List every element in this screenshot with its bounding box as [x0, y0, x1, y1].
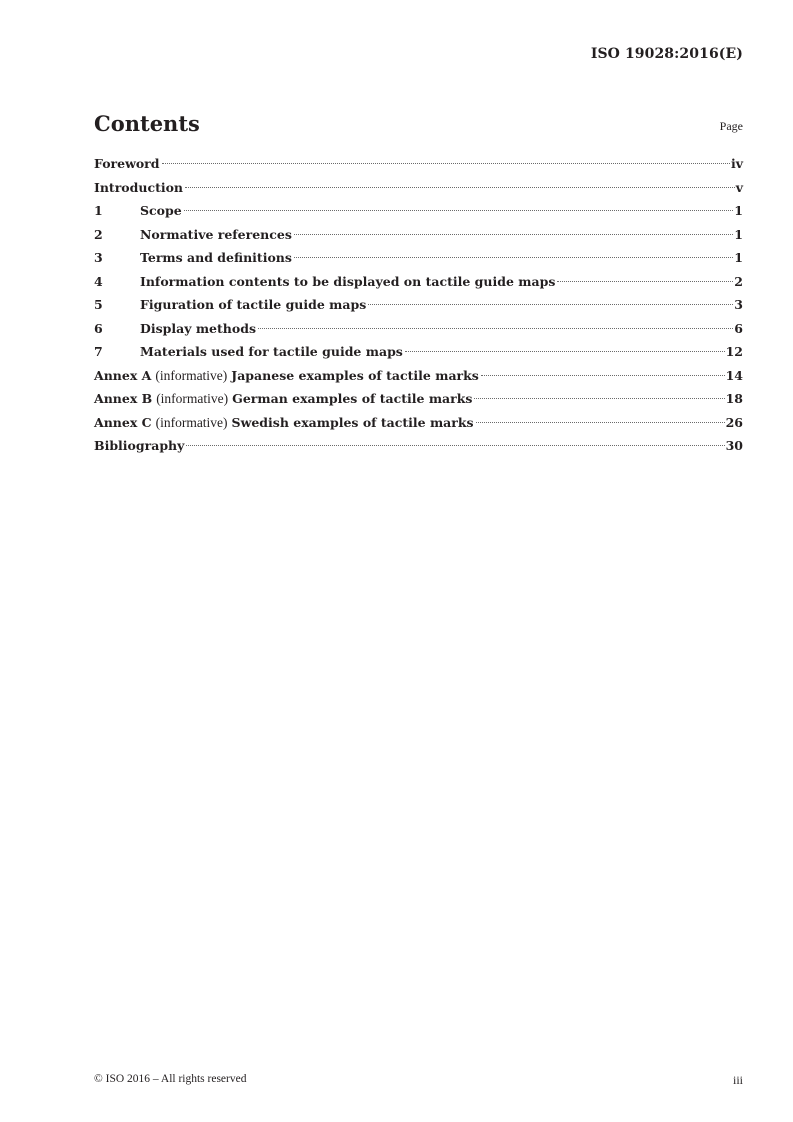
dot-leader [184, 210, 734, 211]
annex-label: Annex B [94, 391, 153, 406]
toc-entry-title: Bibliography [94, 438, 185, 453]
table-of-contents [94, 152, 743, 458]
toc-entry-page: 1 [734, 250, 743, 265]
dot-leader [258, 328, 733, 329]
toc-entry-title: Figuration of tactile guide maps [140, 297, 367, 312]
toc-entry-number: 5 [94, 297, 103, 312]
annex-qualifier: (informative) [155, 414, 228, 430]
toc-entry-introduction[interactable] [94, 176, 743, 200]
dot-leader [294, 257, 733, 258]
toc-entry-title: Scope [140, 203, 182, 218]
toc-entry-materials[interactable] [94, 340, 743, 364]
toc-entry-page: v [735, 179, 743, 195]
copyright-notice: © ISO 2016 – All rights reserved [94, 1073, 247, 1085]
toc-entry-page: 3 [734, 297, 743, 312]
document-id: ISO 19028:2016(E) [590, 46, 743, 62]
toc-entry-terms-and-definitions[interactable] [94, 246, 743, 270]
toc-entry-normative-references[interactable] [94, 223, 743, 247]
toc-entry-page: 26 [725, 414, 743, 430]
dot-leader [481, 375, 725, 376]
toc-entry-number: 6 [94, 320, 103, 336]
dot-leader [405, 351, 725, 352]
toc-entry-page: 14 [725, 367, 743, 383]
dot-leader [294, 234, 733, 235]
toc-entry-title: Annex B (informative) German examples of tactile marks [94, 391, 473, 406]
toc-entry-foreword[interactable] [94, 152, 743, 176]
toc-entry-title: Annex C (informative) Swedish examples of tactile marks [94, 414, 474, 430]
toc-entry-page: 1 [734, 203, 743, 218]
toc-entry-number: 7 [94, 344, 103, 359]
toc-entry-annex-b[interactable] [94, 387, 743, 411]
toc-entry-number: 3 [94, 250, 103, 265]
toc-entry-title: Normative references [140, 226, 292, 242]
dot-leader [185, 187, 735, 188]
dot-leader [368, 304, 733, 305]
toc-entry-title: Terms and definitions [140, 250, 292, 265]
toc-entry-page: 1 [734, 226, 743, 242]
toc-entry-figuration[interactable] [94, 293, 743, 317]
toc-entry-page: iv [730, 156, 743, 171]
dot-leader [186, 445, 724, 446]
toc-entry-annex-a[interactable] [94, 364, 743, 388]
dot-leader [557, 281, 733, 282]
toc-entry-annex-c[interactable] [94, 411, 743, 435]
toc-entry-number: 1 [94, 203, 103, 218]
toc-entry-title: Foreword [94, 156, 160, 171]
annex-label: Annex A [94, 367, 152, 383]
toc-entry-page: 30 [725, 438, 743, 453]
annex-qualifier: (informative) [156, 391, 229, 406]
toc-entry-information-contents[interactable] [94, 270, 743, 294]
toc-entry-page: 6 [734, 320, 743, 336]
annex-label: Annex C [94, 414, 152, 430]
toc-entry-bibliography[interactable] [94, 434, 743, 458]
dot-leader [162, 163, 730, 164]
page-number: iii [732, 1073, 743, 1087]
toc-entry-page: 2 [734, 273, 743, 289]
page-title: Contents [94, 111, 200, 136]
toc-entry-scope[interactable] [94, 199, 743, 223]
dot-leader [476, 422, 725, 423]
toc-entry-page: 18 [725, 391, 743, 406]
toc-entry-title: Display methods [140, 320, 256, 336]
toc-entry-title: Annex A (informative) Japanese examples of tactile marks [94, 367, 479, 383]
toc-entry-title: Introduction [94, 179, 184, 195]
toc-entry-title: Materials used for tactile guide maps [140, 344, 403, 359]
toc-entry-display-methods[interactable] [94, 317, 743, 341]
toc-entry-number: 4 [94, 273, 103, 289]
page-column-label: Page [719, 119, 743, 133]
dot-leader [474, 398, 724, 399]
toc-entry-page: 12 [725, 344, 743, 359]
toc-entry-number: 2 [94, 226, 103, 242]
toc-entry-title: Information contents to be displayed on tactile guide maps [140, 273, 556, 289]
annex-qualifier: (informative) [155, 367, 228, 383]
